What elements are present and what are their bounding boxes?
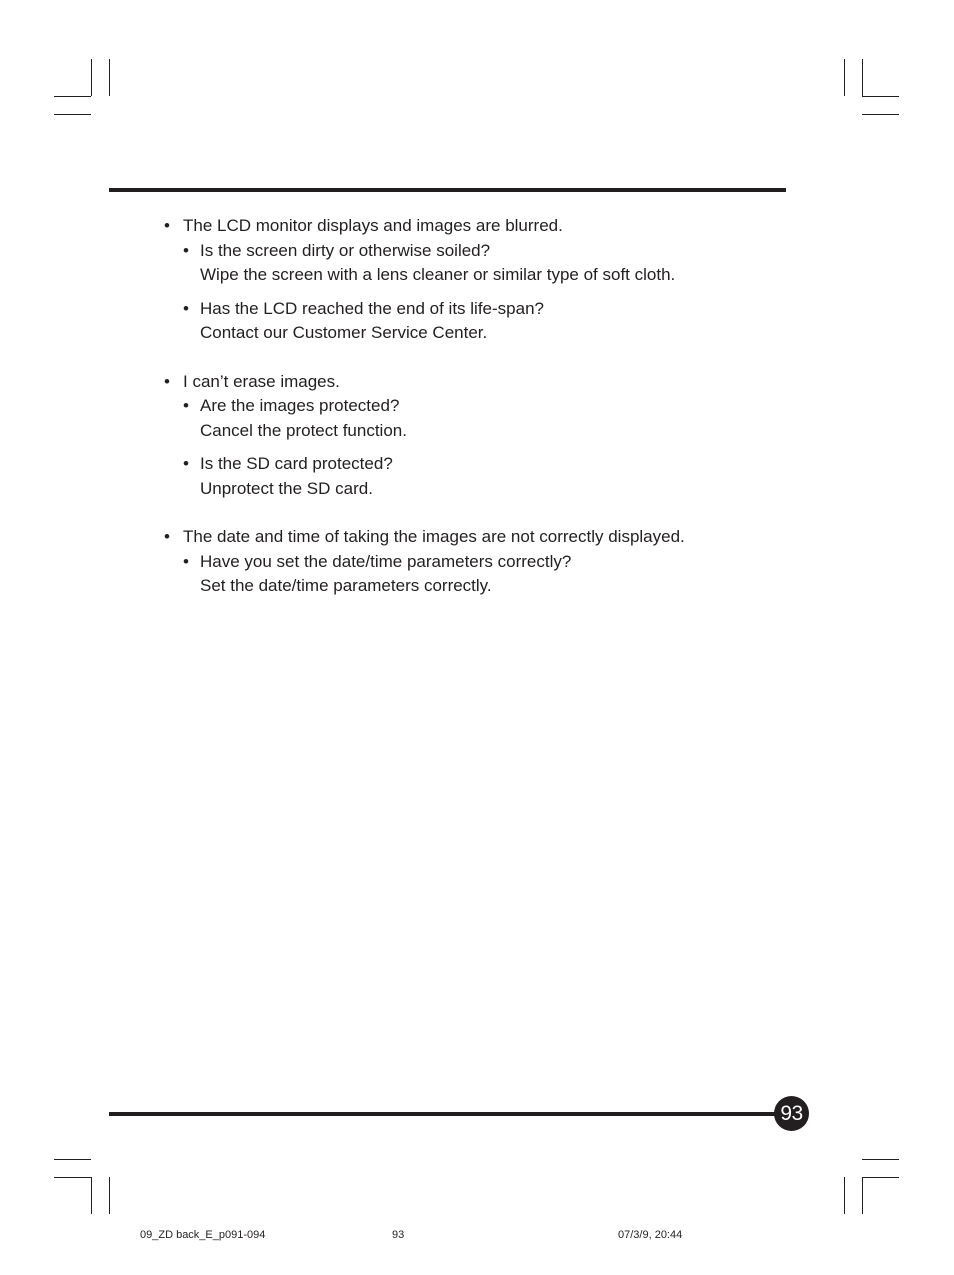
crop-mark	[862, 1177, 899, 1178]
crop-mark	[844, 1177, 845, 1214]
item-title: • The date and time of taking the images are not correctly displayed.	[183, 527, 685, 546]
crop-mark	[109, 59, 110, 96]
crop-mark	[54, 1177, 91, 1178]
sub-answer: Contact our Customer Service Center.	[200, 323, 488, 342]
sub-item	[183, 550, 804, 599]
sub-question: • Are the images protected?	[200, 396, 400, 415]
page-number-badge: 93	[774, 1096, 809, 1131]
sub-question: • Is the SD card protected?	[200, 454, 393, 473]
crop-mark	[54, 96, 91, 97]
footer-page: 93	[392, 1229, 405, 1241]
crop-mark	[862, 1177, 863, 1214]
crop-mark	[862, 59, 863, 96]
sub-item	[183, 297, 804, 346]
crop-mark	[862, 114, 899, 115]
sub-item	[183, 239, 804, 288]
sub-answer: Unprotect the SD card.	[200, 478, 373, 498]
crop-mark	[862, 1159, 899, 1160]
footer-filename: 09_ZD back_E_p091-094	[140, 1229, 266, 1241]
crop-mark	[91, 1177, 92, 1214]
sub-answer: Set the date/time parameters correctly.	[200, 576, 492, 595]
sub-question: • Is the screen dirty or otherwise soiled?	[200, 240, 491, 260]
crop-mark	[54, 114, 91, 115]
list-item	[164, 525, 804, 599]
list-item	[164, 370, 804, 502]
sub-answer: Cancel the protect function.	[200, 420, 407, 440]
list-item	[164, 214, 804, 346]
sub-answer: Wipe the screen with a lens cleaner or similar type of soft cloth.	[200, 265, 676, 284]
troubleshooting-list	[164, 214, 804, 623]
footer-timestamp: 07/3/9, 20:44	[618, 1229, 683, 1241]
crop-mark	[54, 1159, 91, 1160]
crop-mark	[862, 96, 899, 97]
item-title: • I can’t erase images.	[183, 371, 340, 391]
footer-rule	[109, 1112, 789, 1116]
header-rule	[109, 188, 786, 192]
sub-item	[183, 452, 804, 501]
sub-question: • Has the LCD reached the end of its life-span?	[200, 298, 544, 318]
crop-mark	[91, 59, 92, 96]
crop-mark	[109, 1177, 110, 1214]
sub-item	[183, 394, 804, 443]
item-title: • The LCD monitor displays and images are blurred.	[183, 216, 563, 235]
crop-mark	[844, 59, 845, 96]
sub-question: • Have you set the date/time parameters correctly?	[200, 551, 572, 571]
